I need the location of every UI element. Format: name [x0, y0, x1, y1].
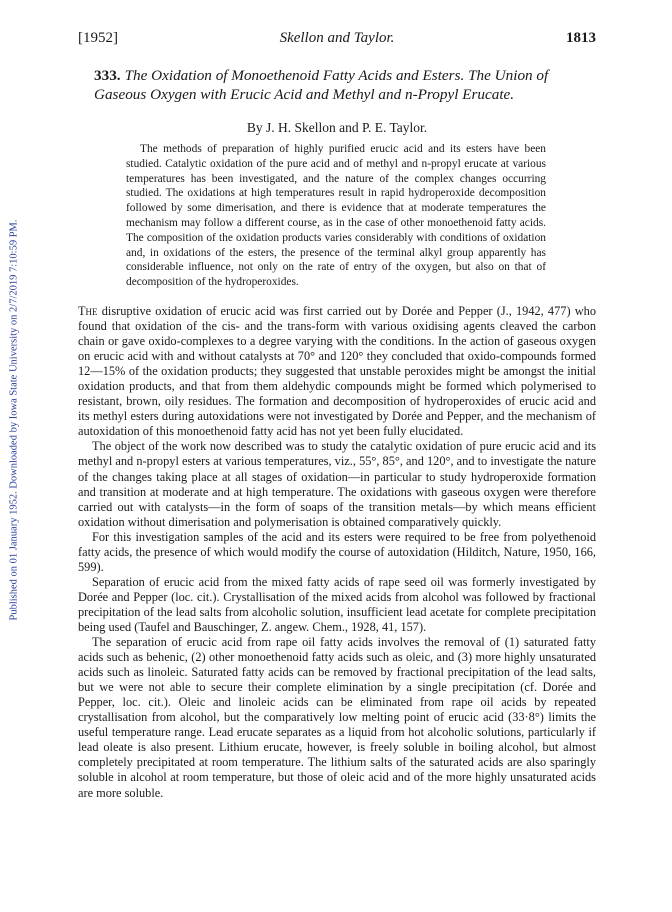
body-paragraph-1-text: disruptive oxidation of erucic acid was first carried out by Dorée and Pepper (J., 1942, 477) who found that oxidation of the cis- and the trans-form with various oxidising agents cleaved the carbon chain or gave oxido-complexes to a degree varying with the conditions. In the action of gaseous oxygen on erucic acid with and without catalysts at 70° and 120° they concluded that oxido-compounds formed 12—15% of the oxidation products; they suggested that unstable peroxides might be amongst the initial oxidation products, and that from them aldehydic compounds might be formed which polymerised to resistant, brown, oily residues. The formation and decomposition of hydroperoxides of erucic acid and its methyl esters during autoxidations were not investigated by Dorée and Pepper, and the mechanism of autoxidation of this monoethenoid fatty acid has not yet been fully elucidated. [78, 304, 596, 439]
body-paragraph-5: The separation of erucic acid from rape oil fatty acids involves the removal of (1) saturated fatty acids such as behenic, (2) other monoethenoid fatty acids such as oleic, and (3) more highly unsaturated acids such as linoleic. Saturated fatty acids can be removed by fractional precipitation of the lead salts, but we were not able to secure their complete elimination by a single precipitation (cf. Dorée and Pepper, loc. cit.). Oleic and linoleic acids can be eliminated from rape oil acids by repeated crystallisation from alcohol, but the comparatively low melting point of erucic acid (33·8°) limits the useful temperature range. Lead erucate separates as a liquid from hot alcoholic solutions, particularly if lead oleate is also present. Lithium erucate, however, is freely soluble in boiling alcohol, but almost completely precipitated at room temperature. The lithium salts of the saturated acids are also sparingly soluble in alcohol at room temperature, but those of oleic acid and of the more highly unsaturated acids are more soluble. [78, 635, 596, 800]
abstract [126, 142, 546, 290]
download-note-text: Published on 01 January 1952. Downloaded by Iowa State University on 2/7/2019 7:10:59 PM. [8, 219, 20, 621]
running-authors: Skellon and Taylor. [279, 30, 395, 46]
article-title-text: The Oxidation of Monoethenoid Fatty Acids and Esters. The Union of Gaseous Oxygen with Erucic Acid and Methyl and n-Propyl Erucate. [94, 67, 549, 103]
body-paragraph-2: The object of the work now described was to study the catalytic oxidation of pure erucic acid and its methyl and n-propyl esters at various temperatures, viz., 55°, 85°, and 120°, and to investigate the nature of the changes taking place at all stages of oxidation—in particular to study hydroperoxide formation and transition at moderate and at high temperature. The oxidations with gaseous oxygen were therefore carried out with catalysts—in the form of soaps of the transition metals—by which means efficient oxidation without dimerisation and polymerisation is obtained comparatively quickly. [78, 439, 596, 529]
article-number: 333. [94, 67, 121, 84]
page-number: 1813 [566, 30, 596, 46]
body-paragraph-1 [78, 304, 596, 439]
journal-year: [1952] [78, 30, 118, 46]
abstract-text: The methods of preparation of highly purified erucic acid and its esters have been studied. Catalytic oxidation of the pure acid and of methyl and n-propyl erucate at various temperatures has been investigated, and the nature of the complex changes occurring studied. The oxidations at high temperatures result in rapid hydroperoxide decomposition followed by some dimerisation, and there is evidence that at moderate temperatures the mechanism may follow a different course, as in the case of other monoethenoid fatty acids. The composition of the oxidation products varies considerably with conditions of oxidation and, in oxidations of the esters, the presence of the terminal alkyl group apparently has considerable influence, not only on the rate of entry of the oxygen, but also on that of decomposition of the hydroperoxides. [126, 143, 546, 289]
article-byline: By J. H. Skellon and P. E. Taylor. [246, 120, 428, 135]
running-head [78, 30, 596, 50]
article-title [94, 66, 596, 104]
paragraph-lead-word: The [78, 304, 98, 318]
download-watermark [2, 120, 26, 720]
article-body [78, 304, 596, 801]
body-paragraph-4: Separation of erucic acid from the mixed fatty acids of rape seed oil was formerly investigated by Dorée and Pepper (loc. cit.). Crystallisation of the mixed acids from alcohol was followed by fractional precipitation of the lead salts from alcoholic solution, insufficient lead acetate for complete precipitation being used (Taufel and Bauschinger, Z. angew. Chem., 1928, 41, 157). [78, 574, 596, 634]
body-paragraph-3: For this investigation samples of the acid and its esters were required to be free from polyethenoid fatty acids, the presence of which would modify the course of autoxidation (Hilditch, Nature, 1950, 166, 599). [78, 529, 596, 574]
